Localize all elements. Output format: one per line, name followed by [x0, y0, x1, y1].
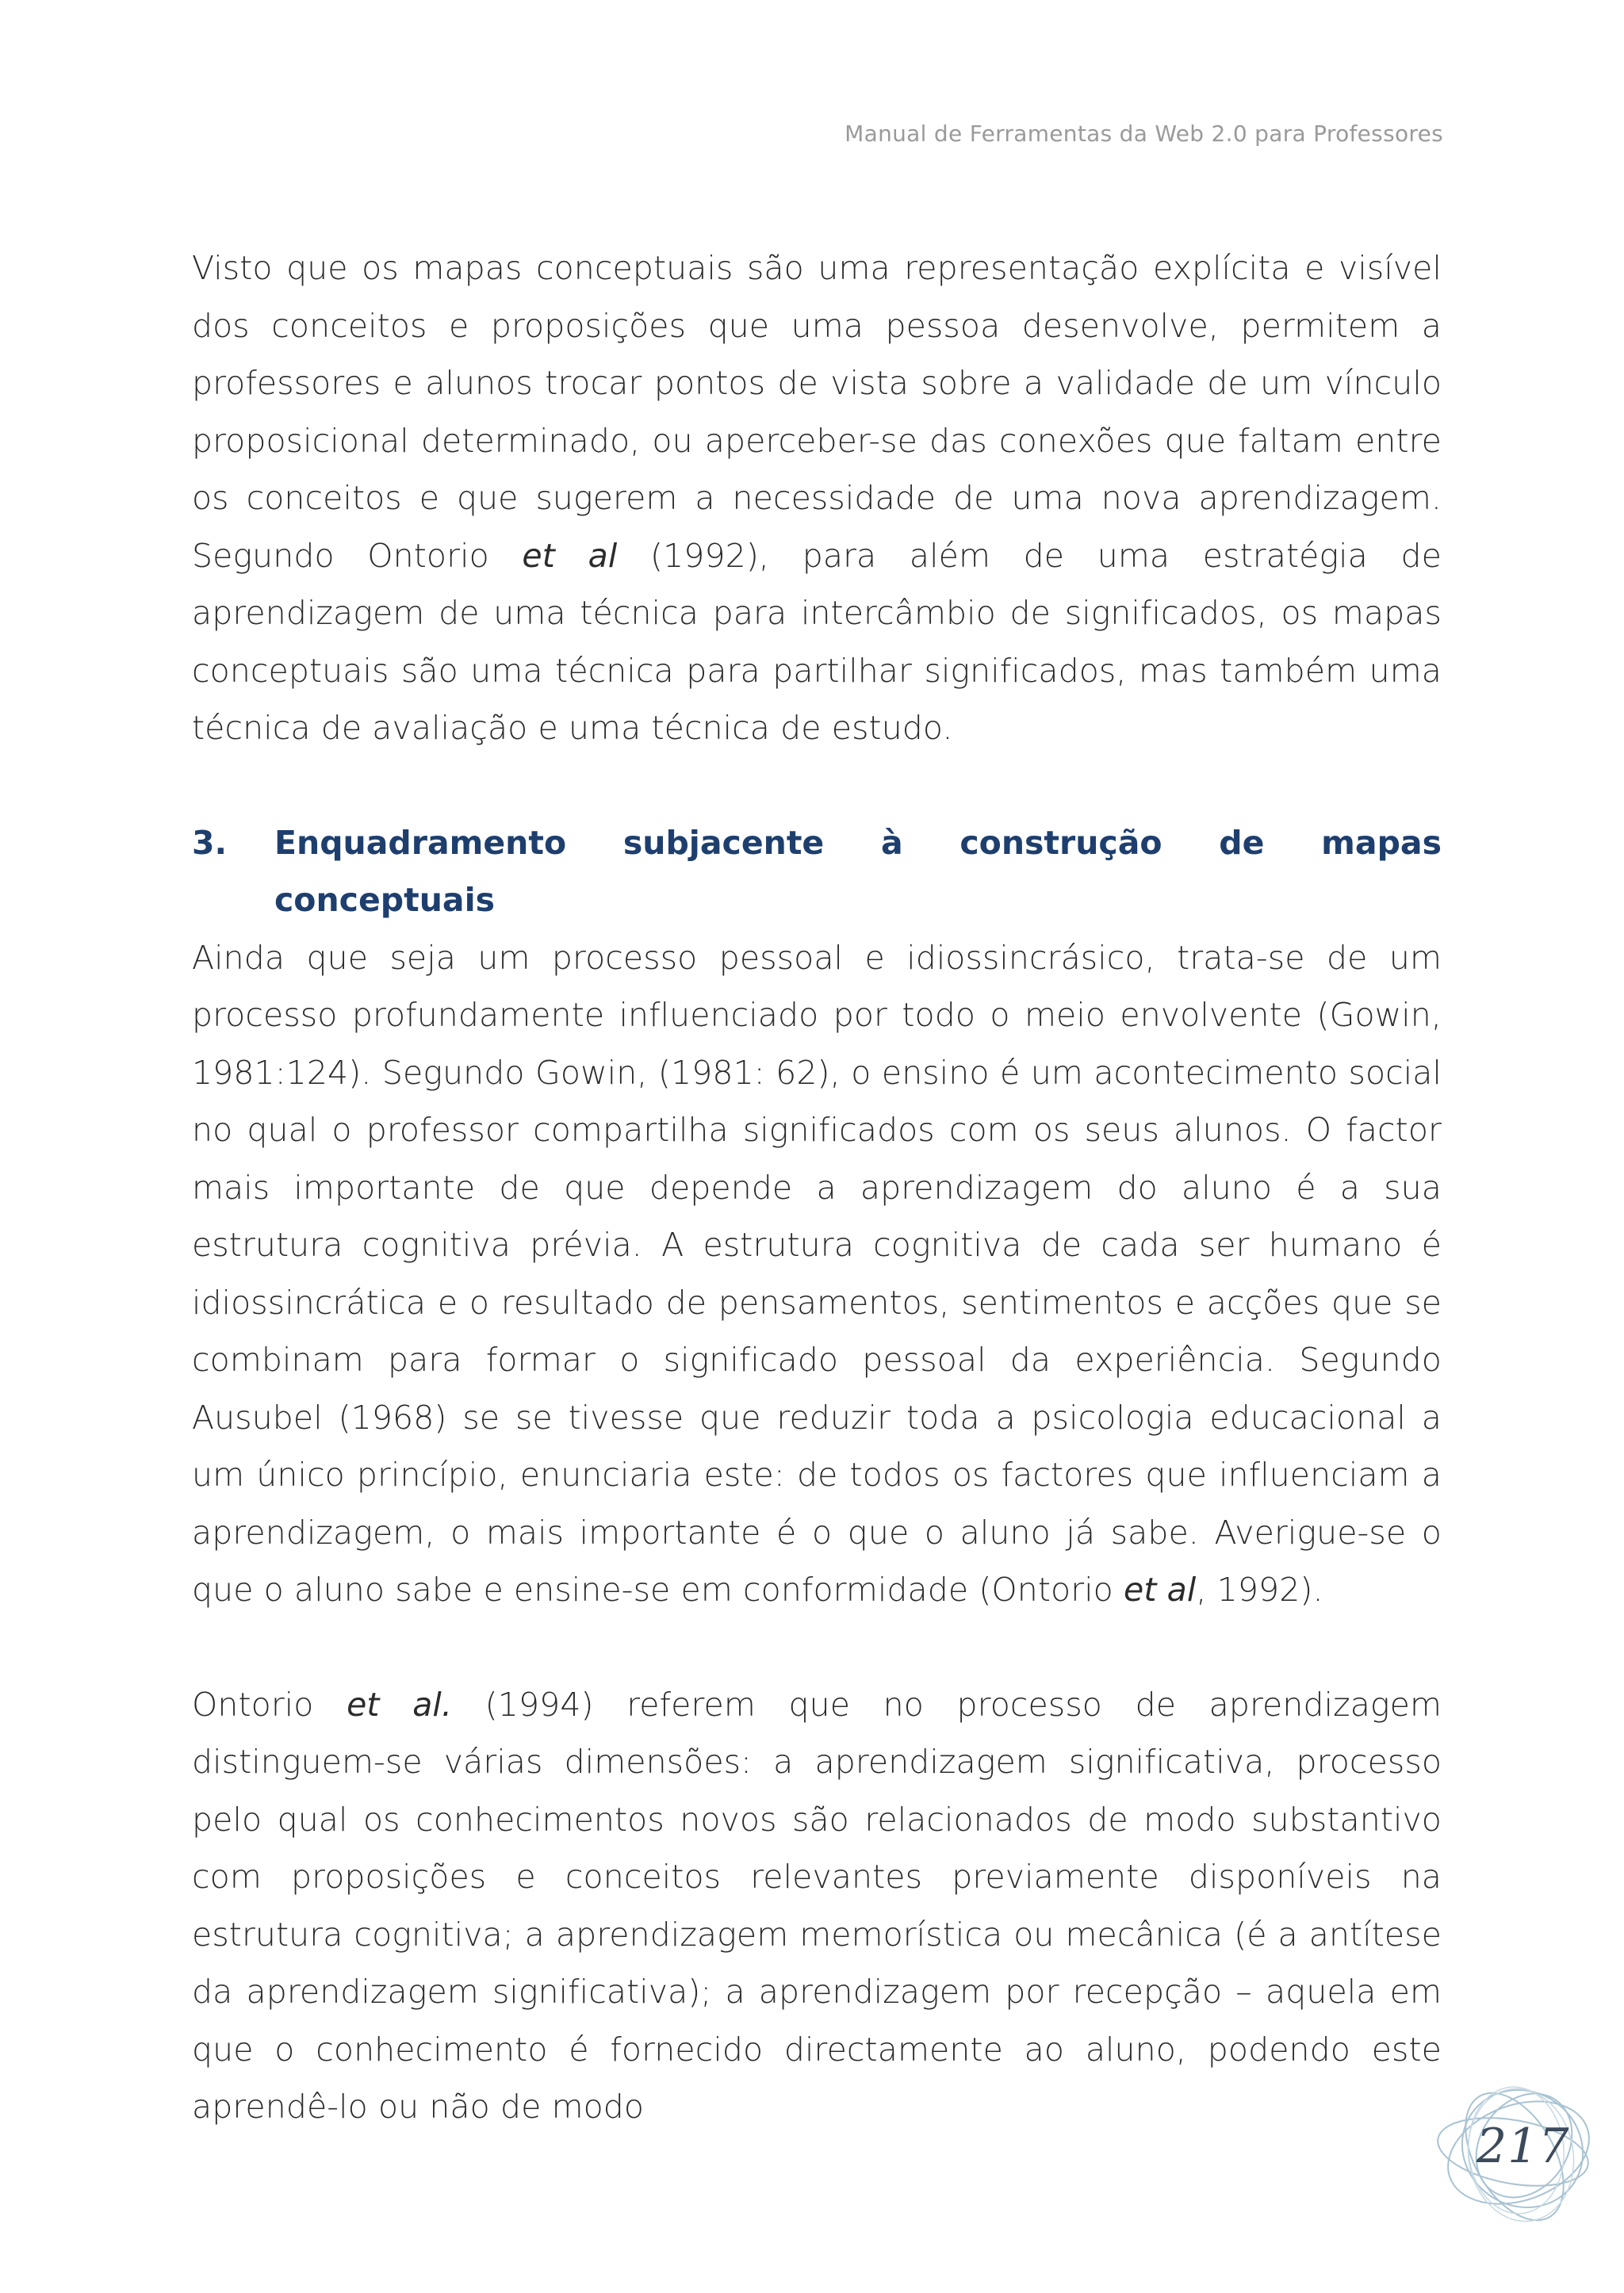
paragraph-3-text-b: (1994) referem que no processo de aprendizagem distinguem-se várias dimensões: a aprendizagem significativa, processo pelo qual os conhecimentos novos são relacionados de modo substantivo com proposições e conceitos relevantes previamente disponíveis na estrutura cognitiva; a aprendizagem memorística ou mecânica (é a antítese da aprendizagem significativa); a aprendizagem por recepção – aquela em que o conhecimento é fornecido directamente ao aluno, podendo este aprendê-lo ou não de modo — [192, 1685, 1442, 2126]
page-number: 217 — [1477, 2119, 1570, 2174]
paragraph-3-citation-italic: et al. — [347, 1685, 453, 1724]
paragraph-1-text-a: Visto que os mapas conceptuais são uma representação explícita e visível dos conceitos e proposições que uma pessoa desenvolve, permitem a professores e alunos trocar pontos de vista sobre a validade de um vínculo proposicional determinado, ou aperceber-se das conexões que faltam entre os conceitos e que sugerem a necessidade de uma nova aprendizagem. Segundo Ontorio — [192, 249, 1442, 575]
section-number: 3. — [192, 823, 228, 862]
paragraph-2-text-a: Ainda que seja um processo pessoal e idiossincrásico, trata-se de um processo profundamente influenciado por todo o meio envolvente (Gowin, 1981:124). Segundo Gowin, (1981: 62), o ensino é um acontecimento social no qual o professor compartilha significados com os seus alunos. O factor mais importante de que depende a aprendizagem do aluno é a sua estrutura cognitiva prévia. A estrutura cognitiva de cada ser humano é idiossincrática e o resultado de pensamentos, sentimentos e acções que se combinam para formar o significado pessoal da experiência. Segundo Ausubel (1968) se se tivesse que reduzir toda a psicologia educacional a um único princípio, enunciaria este: de todos os factores que influenciam a aprendizagem, o mais importante é o que o aluno já sabe. Averigue-se o que o aluno sabe e ensine-se em conformidade (Ontorio — [192, 938, 1442, 1609]
section-heading — [192, 814, 1442, 929]
paragraph-1-text-b: (1992), para além de uma estratégia de aprendizagem de uma técnica para intercâmbio de significados, os mapas conceptuais são uma técnica para partilhar significados, mas também uma técnica de avaliação e uma técnica de estudo. — [192, 536, 1442, 747]
paragraph-2-text-b: , 1992). — [1196, 1571, 1323, 1609]
paragraph-2 — [192, 929, 1442, 1619]
running-header: Manual de Ferramentas da Web 2.0 para Professores — [845, 121, 1443, 147]
section-title: Enquadramento subjacente à construção de mapas conceptuais — [274, 823, 1442, 919]
spacer — [192, 1619, 1442, 1676]
paragraph-3 — [192, 1676, 1442, 2136]
paragraph-3-text-a: Ontorio — [192, 1685, 347, 1724]
spacer — [192, 757, 1442, 814]
paragraph-1-citation-italic: et al — [522, 536, 618, 575]
paragraph-2-citation-italic: et al — [1124, 1571, 1197, 1609]
paragraph-1 — [192, 239, 1442, 757]
page-number-badge — [1435, 2069, 1602, 2236]
page-content — [192, 239, 1442, 2136]
